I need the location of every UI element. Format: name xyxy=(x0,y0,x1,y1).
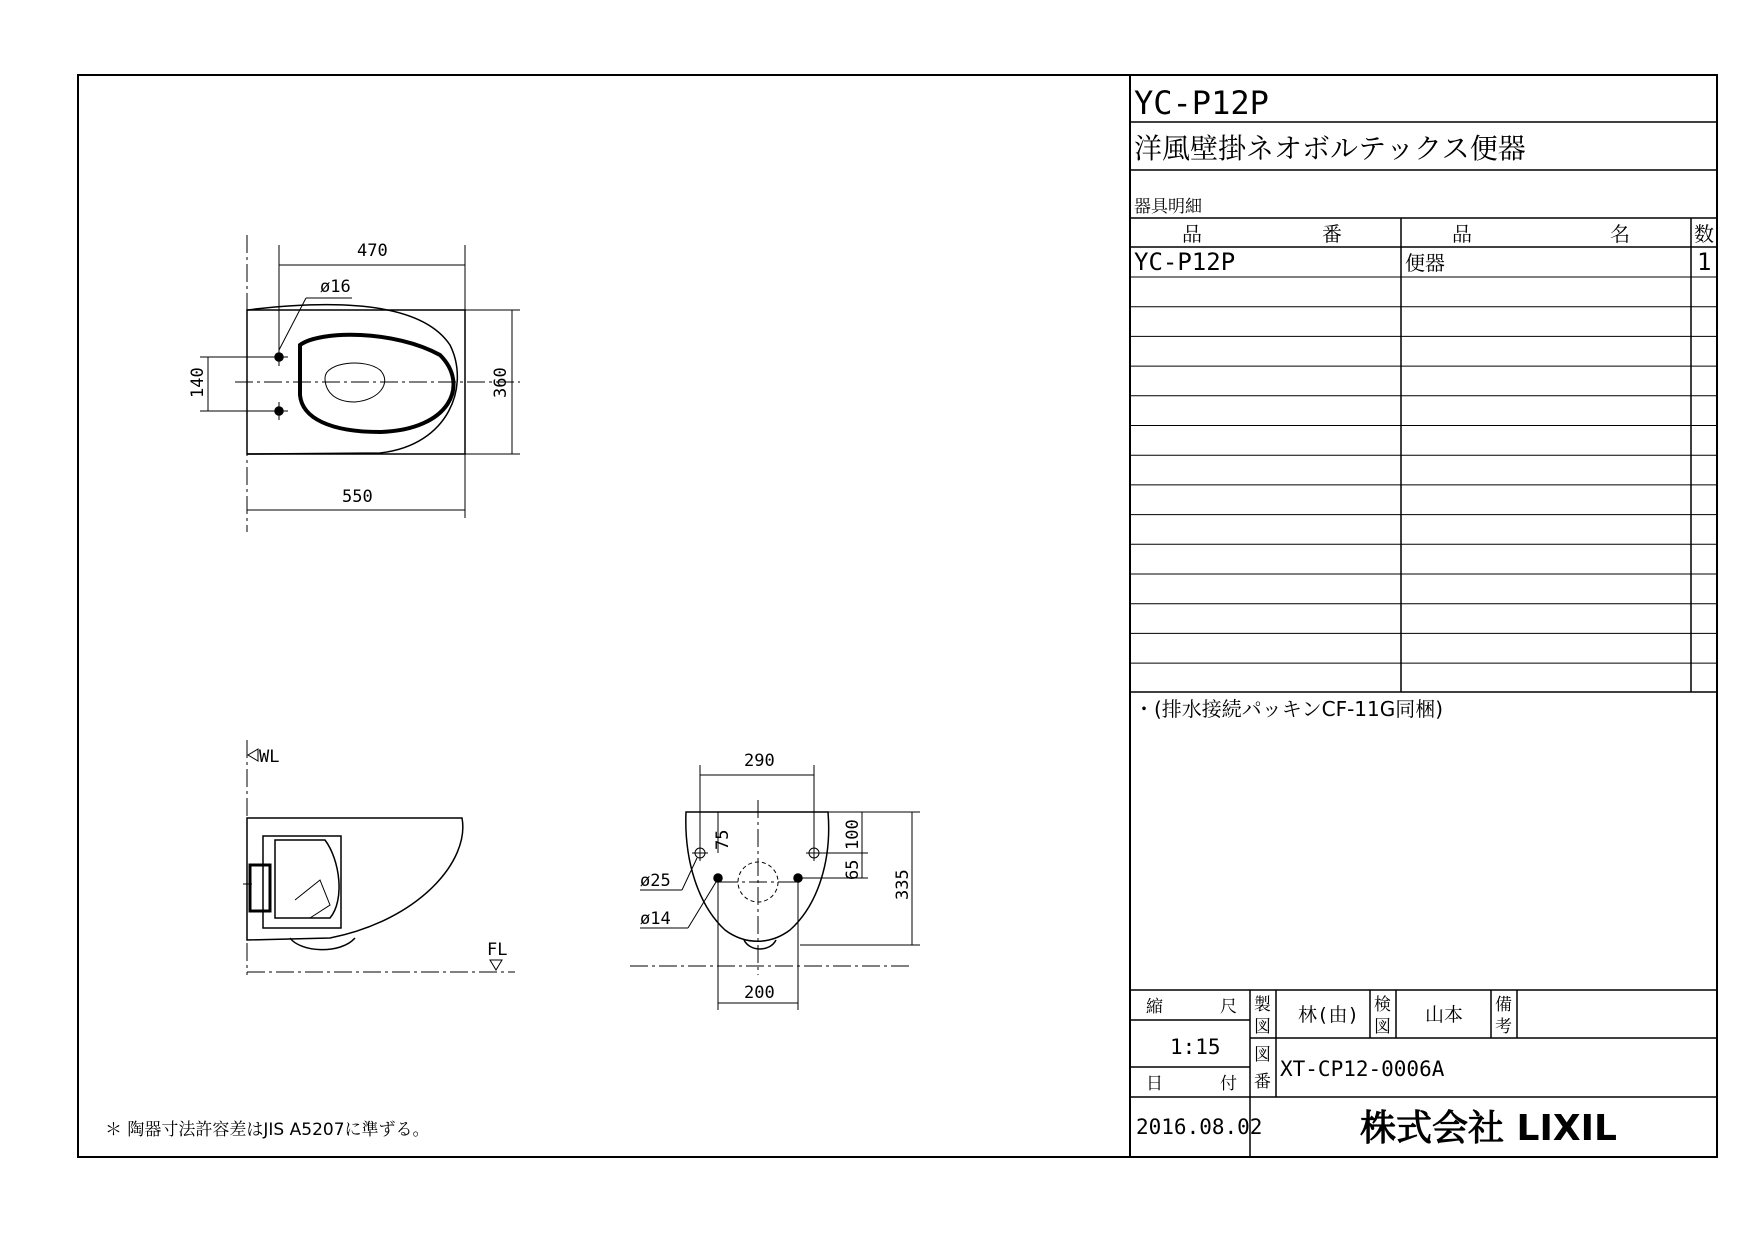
drawn-label-a: 製 xyxy=(1254,995,1271,1015)
col-name-b: 名 xyxy=(1610,222,1630,246)
scale-label-a: 縮 xyxy=(1146,997,1163,1017)
dim-dia-16: ø16 xyxy=(320,277,351,297)
drawing-no-label-b: 番 xyxy=(1254,1072,1271,1092)
dim-75: 75 xyxy=(713,829,733,850)
title-block-lower xyxy=(1130,692,1717,1157)
dim-360: 360 xyxy=(491,367,511,398)
fl-label: FL xyxy=(487,940,508,960)
dim-200: 200 xyxy=(744,983,775,1003)
part-row-1-number: YC-P12P xyxy=(1134,248,1236,276)
col-name-a: 品 xyxy=(1452,222,1472,246)
check-label-a: 検 xyxy=(1374,995,1391,1015)
wl-label: WL xyxy=(259,747,280,767)
dim-dia-14: ø14 xyxy=(640,909,671,929)
check-label-b: 図 xyxy=(1374,1017,1391,1037)
part-row-1-qty: 1 xyxy=(1697,248,1712,276)
title-block xyxy=(1130,122,1717,692)
date-label-b: 付 xyxy=(1220,1074,1237,1094)
product-name: 洋風壁掛ネオボルテックス便器 xyxy=(1134,132,1526,165)
scale-value: 1:15 xyxy=(1170,1035,1221,1059)
scale-label-b: 尺 xyxy=(1220,997,1237,1017)
parts-table-rows xyxy=(1130,277,1717,663)
remark-label-a: 備 xyxy=(1495,995,1512,1015)
part-row-1-name: 便器 xyxy=(1405,251,1445,275)
fl-marker xyxy=(490,960,502,970)
col-part-no-b: 番 xyxy=(1322,222,1342,246)
date-value: 2016.08.02 xyxy=(1136,1115,1263,1139)
remark-label-b: 考 xyxy=(1495,1017,1512,1037)
dim-dia-25: ø25 xyxy=(640,871,671,891)
dim-290: 290 xyxy=(744,751,775,771)
drawing-no-label-a: 図 xyxy=(1254,1045,1271,1065)
drawn-by: 林(由) xyxy=(1298,1004,1359,1026)
dim-65: 65 xyxy=(843,859,863,880)
dim-470: 470 xyxy=(357,241,388,261)
side-view xyxy=(243,740,515,975)
tolerance-footnote: ＊ 陶器寸法許容差はJIS A5207に準ずる。 xyxy=(105,1120,430,1140)
dim-100: 100 xyxy=(843,819,863,850)
parts-heading: 器具明細 xyxy=(1134,197,1202,217)
drawing-number: XT-CP12-0006A xyxy=(1280,1057,1445,1081)
drawn-label-b: 図 xyxy=(1254,1017,1271,1037)
checked-by: 山本 xyxy=(1425,1004,1464,1026)
company-logo: 株式会社 LIXIL xyxy=(1360,1108,1617,1149)
dim-550: 550 xyxy=(342,487,373,507)
dim-335: 335 xyxy=(893,869,913,900)
model-number: YC-P12P xyxy=(1134,84,1269,122)
dim-140: 140 xyxy=(188,367,208,398)
front-view xyxy=(630,765,920,1010)
col-qty: 数 xyxy=(1694,222,1714,246)
packing-note: ・(排水接続パッキンCF-11G同梱) xyxy=(1134,697,1444,721)
col-part-no-a: 品 xyxy=(1182,222,1202,246)
date-label-a: 日 xyxy=(1146,1074,1163,1094)
